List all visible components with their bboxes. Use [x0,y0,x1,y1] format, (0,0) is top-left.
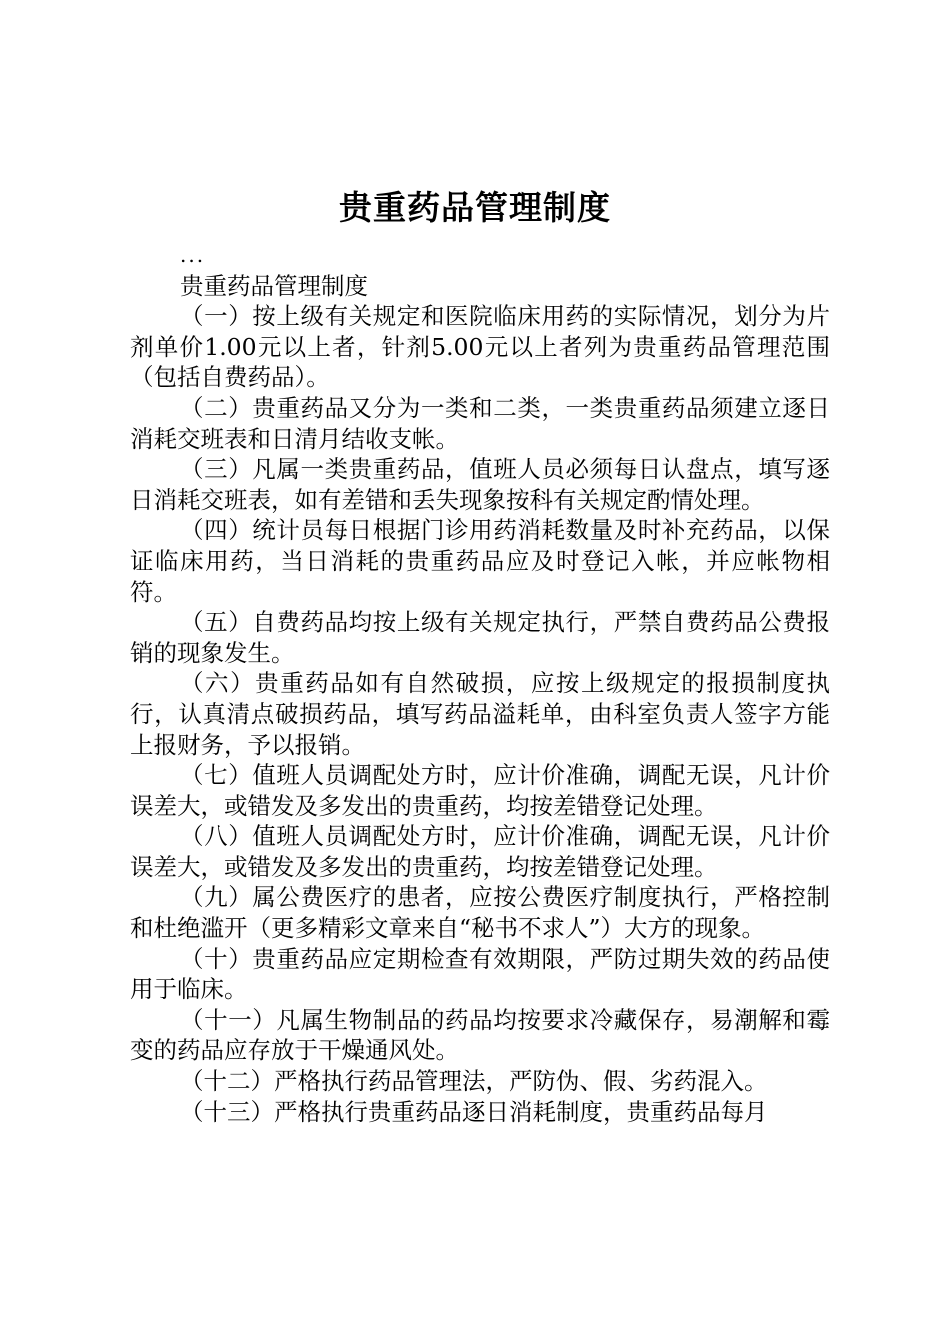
document-body [130,240,830,1127]
paragraph-heading: 贵重药品管理制度 [180,271,368,300]
paragraph-5: （五）自费药品均按上级有关规定执行，严禁自费药品公费报销的现象发生。 [130,608,830,667]
document-title: 贵重药品管理制度 [339,188,611,227]
paragraph-12: （十二）严格执行药品管理法，严防伪、假、劣药混入。 [180,1067,768,1096]
paragraph-3: （三）凡属一类贵重药品，值班人员必须每日认盘点，填写逐日消耗交班表，如有差错和丢失现象按科有关规定酌情处理。 [130,455,830,514]
paragraph-6: （六）贵重药品如有自然破损，应按上级规定的报损制度执行，认真清点破损药品，填写药品溢耗单，由科室负责人签字方能上报财务，予以报销。 [130,669,830,759]
paragraph-10: （十）贵重药品应定期检查有效期限，严防过期失效的药品使用于临床。 [130,944,830,1004]
paragraph-4: （四）统计员每日根据门诊用药消耗数量及时补充药品，以保证临床用药，当日消耗的贵重药品应及时登记入帐，并应帐物相符。 [130,516,830,606]
paragraph-11: （十一）凡属生物制品的药品均按要求冷藏保存，易潮解和霉变的药品应存放于干燥通风处。 [130,1005,830,1065]
paragraph-13: （十三）严格执行贵重药品逐日消耗制度，贵重药品每月 [180,1097,768,1126]
paragraph-9: （九）属公费医疗的患者，应按公费医疗制度执行，严格控制和杜绝滥开（更多精彩文章来自“秘书不求人”）大方的现象。 [130,883,830,943]
paragraph-2: （二）贵重药品又分为一类和二类，一类贵重药品须建立逐日消耗交班表和日清月结收支帐。 [130,393,830,453]
paragraph-8: （八）值班人员调配处方时，应计价准确，调配无误，凡计价误差大，或错发及多发出的贵重药，均按差错登记处理。 [130,822,830,881]
paragraph-1: （一）按上级有关规定和医院临床用药的实际情况，划分为片剂单价1.00元以上者，针剂5.00元以上者列为贵重药品管理范围（包括自费药品）。 [130,302,830,392]
separator-dots: ... [180,243,206,267]
paragraph-7: （七）值班人员调配处方时，应计价准确，调配无误，凡计价误差大，或错发及多发出的贵重药，均按差错登记处理。 [130,761,830,820]
